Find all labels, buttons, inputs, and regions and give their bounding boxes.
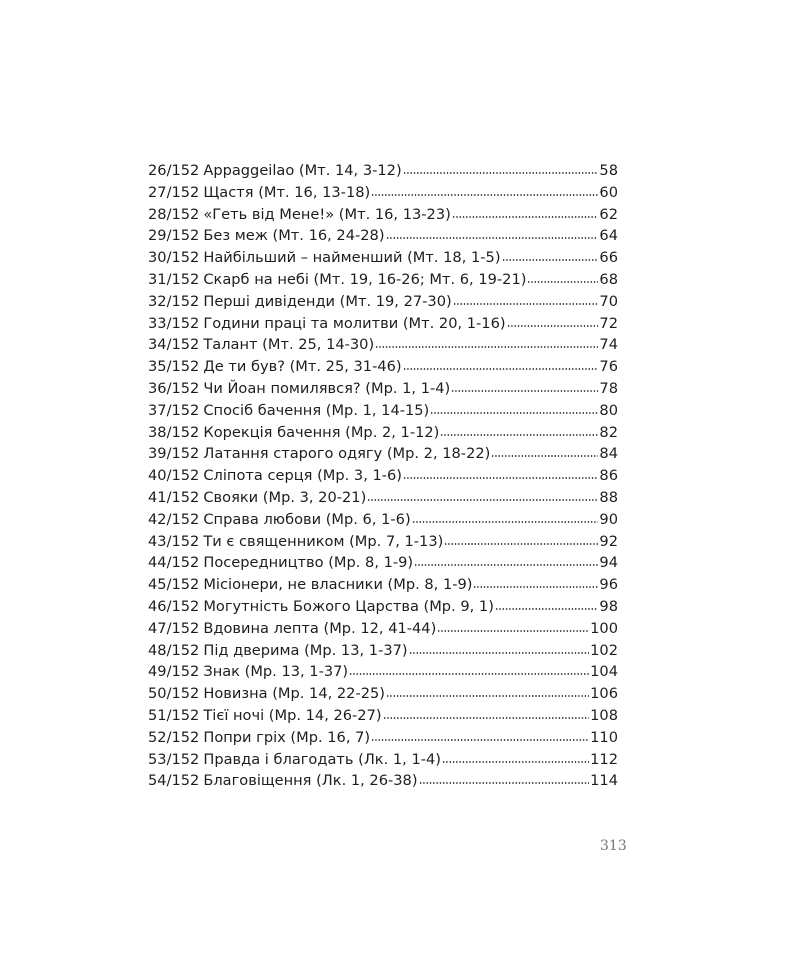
toc-entry-number: 35/152 <box>148 358 200 376</box>
toc-entry <box>148 640 618 662</box>
toc-entry-page: 82 <box>599 423 618 441</box>
toc-entry-number: 44/152 <box>148 554 200 572</box>
toc-entry-title: Сліпота серця (Мр. 3, 1-6) <box>203 467 403 485</box>
toc-entry-title: Могутність Божого Царства (Мр. 9, 1) <box>203 597 494 615</box>
toc-entry <box>148 291 618 313</box>
toc-entry-page: 88 <box>599 488 618 506</box>
toc-entry <box>148 487 618 509</box>
toc-entry <box>148 204 618 226</box>
toc-entry-page: 96 <box>599 576 618 594</box>
toc-entry-number: 46/152 <box>148 597 200 615</box>
toc-entry-number: 49/152 <box>148 663 200 681</box>
toc-entry-number: 28/152 <box>148 205 200 223</box>
toc-entry-title: Латання старого одягу (Мр. 2, 18-22) <box>203 445 491 463</box>
toc-entry-number: 31/152 <box>148 270 200 288</box>
toc-entry-number: 45/152 <box>148 576 200 594</box>
toc-entry-title: Місіонери, не власники (Мр. 8, 1-9) <box>203 576 473 594</box>
toc-entry-title: Справа любови (Мр. 6, 1-6) <box>203 510 411 528</box>
toc-entry-page: 104 <box>590 663 618 681</box>
table-of-contents <box>148 160 618 792</box>
toc-entry <box>148 552 618 574</box>
toc-entry-page: 110 <box>590 728 618 746</box>
toc-entry-title: Правда і благодать (Лк. 1, 1-4) <box>203 750 441 768</box>
dot-leader <box>409 652 590 654</box>
toc-entry-number: 37/152 <box>148 401 200 419</box>
toc-entry <box>148 596 618 618</box>
toc-entry-number: 53/152 <box>148 750 200 768</box>
toc-entry-page: 72 <box>599 314 618 332</box>
dot-leader <box>527 281 598 283</box>
toc-entry-page: 94 <box>599 554 618 572</box>
toc-entry-title: Вдовина лепта (Мр. 12, 41-44) <box>203 619 437 637</box>
toc-entry-page: 64 <box>599 227 618 245</box>
dot-leader <box>453 303 599 305</box>
toc-entry-title: Попри гріх (Мр. 16, 7) <box>203 728 371 746</box>
toc-entry-title: Години праці та молитви (Мт. 20, 1-16) <box>203 314 506 332</box>
toc-entry-title: Новизна (Мр. 14, 22-25) <box>203 685 385 703</box>
toc-entry-title: Під дверима (Мр. 13, 1-37) <box>203 641 408 659</box>
toc-entry-number: 54/152 <box>148 772 200 790</box>
dot-leader <box>367 499 598 501</box>
dot-leader <box>502 259 599 261</box>
dot-leader <box>473 586 598 588</box>
toc-entry <box>148 182 618 204</box>
toc-entry-page: 84 <box>599 445 618 463</box>
toc-entry <box>148 749 618 771</box>
toc-entry <box>148 727 618 749</box>
dot-leader <box>451 390 598 392</box>
dot-leader <box>495 608 599 610</box>
toc-entry-number: 52/152 <box>148 728 200 746</box>
toc-entry-title: Спосіб бачення (Мр. 1, 14-15) <box>203 401 430 419</box>
toc-entry-number: 36/152 <box>148 379 200 397</box>
toc-entry-number: 30/152 <box>148 249 200 267</box>
toc-entry <box>148 531 618 553</box>
toc-entry-page: 90 <box>599 510 618 528</box>
dot-leader <box>371 194 598 196</box>
toc-entry-page: 86 <box>599 467 618 485</box>
dot-leader <box>383 717 590 719</box>
toc-entry-page: 78 <box>599 379 618 397</box>
toc-entry <box>148 400 618 422</box>
dot-leader <box>491 455 598 457</box>
toc-entry <box>148 705 618 727</box>
toc-entry-page: 62 <box>599 205 618 223</box>
toc-entry <box>148 160 618 182</box>
toc-entry-title: Посередництво (Мр. 8, 1-9) <box>203 554 414 572</box>
dot-leader <box>452 216 599 218</box>
toc-entry-number: 33/152 <box>148 314 200 332</box>
toc-entry-number: 41/152 <box>148 488 200 506</box>
toc-entry-page: 80 <box>599 401 618 419</box>
toc-entry-page: 112 <box>590 750 618 768</box>
toc-entry-number: 32/152 <box>148 292 200 310</box>
toc-entry-title: Свояки (Мр. 3, 20-21) <box>203 488 367 506</box>
toc-entry-number: 42/152 <box>148 510 200 528</box>
toc-entry-page: 66 <box>599 249 618 267</box>
toc-entry-page: 68 <box>599 270 618 288</box>
dot-leader <box>375 346 598 348</box>
toc-entry-page: 102 <box>590 641 618 659</box>
toc-entry-page: 108 <box>590 706 618 724</box>
toc-entry-title: Тієї ночі (Мр. 14, 26-27) <box>203 706 382 724</box>
toc-entry-page: 58 <box>599 162 618 179</box>
page-number: 313 <box>600 838 627 854</box>
toc-entry <box>148 661 618 683</box>
toc-entry-page: 70 <box>599 292 618 310</box>
toc-entry <box>148 225 618 247</box>
toc-entry <box>148 378 618 400</box>
dot-leader <box>507 325 599 327</box>
toc-entry-number: 38/152 <box>148 423 200 441</box>
toc-entry-page: 106 <box>590 685 618 703</box>
toc-entry <box>148 356 618 378</box>
toc-entry-page: 98 <box>599 597 618 615</box>
toc-entry-title: Де ти був? (Мт. 25, 31-46) <box>203 358 402 376</box>
dot-leader <box>442 761 589 763</box>
toc-entry-number: 34/152 <box>148 336 200 354</box>
toc-entry <box>148 574 618 596</box>
toc-entry-number: 51/152 <box>148 706 200 724</box>
dot-leader <box>349 673 589 675</box>
toc-entry-title: Талант (Мт. 25, 14-30) <box>203 336 375 354</box>
toc-entry <box>148 422 618 444</box>
toc-entry-number: 26/152 <box>148 162 200 179</box>
toc-entry <box>148 443 618 465</box>
toc-entry-page: 92 <box>599 532 618 550</box>
toc-entry-number: 29/152 <box>148 227 200 245</box>
dot-leader <box>440 434 598 436</box>
toc-entry-title: Корекція бачення (Мр. 2, 1-12) <box>203 423 440 441</box>
dot-leader <box>386 695 589 697</box>
dot-leader <box>444 543 598 545</box>
toc-entry <box>148 465 618 487</box>
toc-entry <box>148 247 618 269</box>
toc-entry <box>148 683 618 705</box>
toc-entry <box>148 334 618 356</box>
dot-leader <box>414 564 598 566</box>
toc-entry-number: 43/152 <box>148 532 200 550</box>
dot-leader <box>430 412 598 414</box>
toc-entry-number: 40/152 <box>148 467 200 485</box>
dot-leader <box>371 739 589 741</box>
toc-entry-number: 39/152 <box>148 445 200 463</box>
dot-leader <box>412 521 599 523</box>
toc-entry-page: 60 <box>599 183 618 201</box>
toc-entry <box>148 313 618 335</box>
dot-leader <box>419 782 590 784</box>
toc-entry-title: Найбільший – найменший (Мт. 18, 1-5) <box>203 249 501 267</box>
toc-entry-title: Щастя (Мт. 16, 13-18) <box>203 183 371 201</box>
toc-entry-title: Знак (Мр. 13, 1-37) <box>203 663 349 681</box>
dot-leader <box>386 237 599 239</box>
toc-entry-title: Без меж (Мт. 16, 24-28) <box>203 227 385 245</box>
toc-entry <box>148 618 618 640</box>
toc-entry <box>148 770 618 792</box>
toc-entry <box>148 509 618 531</box>
dot-leader <box>403 477 598 479</box>
toc-entry-title: Перші дивіденди (Мт. 19, 27-30) <box>203 292 452 310</box>
toc-entry-title: Благовіщення (Лк. 1, 26-38) <box>203 772 418 790</box>
toc-entry-title: Ти є священником (Мр. 7, 1-13) <box>203 532 444 550</box>
toc-entry-page: 100 <box>590 619 618 637</box>
toc-entry-number: 27/152 <box>148 183 200 201</box>
dot-leader <box>403 368 599 370</box>
toc-entry <box>148 269 618 291</box>
toc-entry-page: 76 <box>599 358 618 376</box>
toc-entry-number: 47/152 <box>148 619 200 637</box>
toc-entry-page: 74 <box>599 336 618 354</box>
toc-entry-number: 50/152 <box>148 685 200 703</box>
dot-leader <box>403 172 599 174</box>
dot-leader <box>437 630 589 632</box>
toc-entry-title: Appaggeilao (Мт. 14, 3-12) <box>203 162 402 179</box>
toc-entry-title: Скарб на небі (Мт. 19, 16-26; Мт. 6, 19-21) <box>203 270 527 288</box>
toc-entry-title: «Геть від Мене!» (Мт. 16, 13-23) <box>203 205 451 223</box>
toc-entry-title: Чи Йоан помилявся? (Мр. 1, 1-4) <box>203 379 451 397</box>
toc-entry-number: 48/152 <box>148 641 200 659</box>
toc-entry-page: 114 <box>590 772 618 790</box>
